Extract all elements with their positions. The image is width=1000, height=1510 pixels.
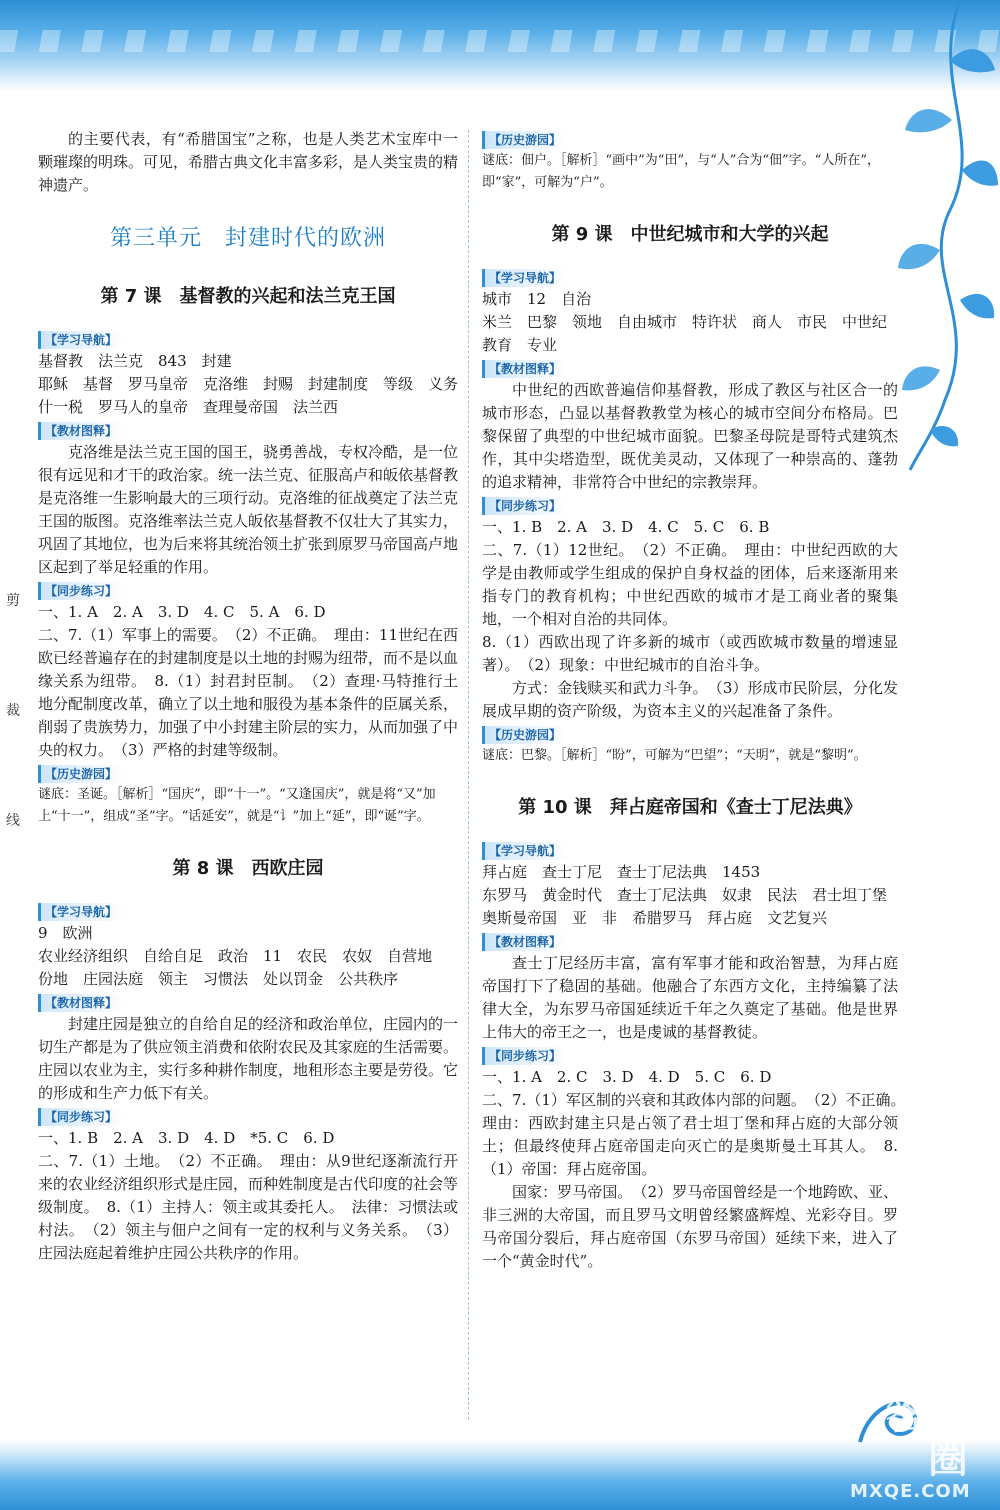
guide-line: 城市 12 自治 <box>482 290 592 308</box>
watermark-logo: 答案圈 MXQE.COM <box>850 1392 971 1502</box>
riddle-answer: 谜底：佃户。［解析］“画中”为“田”，与“人”合为“佃”字。“人所在”，即“家”，可解为“户”。 <box>482 153 880 190</box>
right-column <box>482 128 914 1273</box>
section-heading-practice: 【同步练习】 <box>482 1047 569 1065</box>
section-heading-practice: 【同步练习】 <box>38 582 125 600</box>
answer-line: 一、1. B 2. A 3. D 4. D *5. C 6. D <box>38 1129 335 1147</box>
section-heading-practice: 【同步练习】 <box>482 497 569 515</box>
explain-paragraph: 克洛维是法兰克王国的国王，骁勇善战，专权冷酷，是一位很有远见和才干的政治家。统一法兰克、征服高卢和皈依基督教是克洛维一生影响最大的三项行动。克洛维的征战奠定了法兰克王国的版图。克洛维率法兰克人皈依基督教不仅壮大了其实力，巩固了其地位，也为后来将其统治领土扩张到原罗马帝国高卢地区起到了举足轻重的作用。 <box>38 443 459 576</box>
lesson-title: 第 8 课 西欧庄园 <box>172 858 324 879</box>
explain-paragraph: 封建庄园是独立的自给自足的经济和政治单位，庄园内的一切生产都是为了供应领主消费和依附农民及其家庭的生活需要。庄园以农业为主，实行多种耕作制度，地租形态主要是劳役。它的形成和生产力低下有关。 <box>38 1015 459 1102</box>
answer-line: 二、7.（1）军区制的兴衰和其政体内部的问题。 （2）不正确。 理由：西欧封建主只是占领了君士坦丁堡和拜占庭的大部分领土；但最终使拜占庭帝国走向灭亡的是奥斯曼土耳其人。 8.（1）帝国：拜占庭帝国。 <box>482 1091 914 1178</box>
section-heading-history: 【历史游园】 <box>482 131 569 149</box>
answer-line: 一、1. B 2. A 3. D 4. C 5. C 6. B <box>482 518 770 536</box>
lesson-title: 第 9 课 中世纪城市和大学的兴起 <box>551 224 829 245</box>
vine-icon <box>890 0 1000 480</box>
answer-line: 8.（1）西欧出现了许多新的城市（或西欧城市数量的增速显著）。 （2）现象：中世纪城市的自治斗争。 <box>482 633 898 674</box>
answer-line: 二、7.（1）12世纪。 （2）不正确。 理由：中世纪西欧的大学是由教师或学生组成的保护自身权益的团体，后来逐渐用来指专门的教育机构；中世纪西欧的城市才是工商业者的聚集地，一个相对自治的共同体。 <box>482 541 898 628</box>
guide-line: 农业经济组织 自给自足 政治 11 农民 农奴 自营地 份地 庄园法庭 领主 习惯法 处以罚金 公共秩序 <box>38 947 448 988</box>
intro-paragraph: 的主要代表，有“希腊国宝”之称，也是人类艺术宝库中一颗璀璨的明珠。可见，希腊古典文化丰富多彩，是人类宝贵的精神遗产。 <box>38 130 459 194</box>
answer-line: 方式：金钱赎买和武力斗争。 （3）形成市民阶层，分化发展成早期的资产阶级，为资本主义的兴起准备了条件。 <box>482 679 898 720</box>
guide-line: 基督教 法兰克 843 封建 <box>38 352 232 370</box>
answer-line: 二、7.（1）土地。 （2）不正确。 理由：从9世纪逐渐流行开来的农业经济组织形式是庄园，而种姓制度是古代印度的社会等级制度。 8.（1）主持人：领主或其委托人。 法律：习惯法或村法。 （2）领主与佃户之间有一定的权利与义务关系。 （3）庄园法庭起着维护庄园公共秩序的作用。 <box>38 1152 459 1262</box>
answer-line: 二、7.（1）军事上的需要。 （2）不正确。 理由：11世纪在西欧已经普遍存在的封建制度是以土地的封赐为纽带，而不是以血缘关系为纽带。 8.（1）封君封臣制。 （2）查理·马特推行土地分配制度改革，确立了以土地和服役为基本条件的臣属关系，削弱了贵族势力，加强了中小封建主阶层的实力，从而加强了中央的权力。 （3）严格的封建等级制。 <box>38 626 459 759</box>
cut-mark: 线 <box>6 813 20 829</box>
cut-mark: 裁 <box>6 703 20 719</box>
section-heading-guide: 【学习导航】 <box>482 842 569 860</box>
section-heading-guide: 【学习导航】 <box>482 269 569 287</box>
section-heading-history: 【历史游园】 <box>38 765 125 783</box>
cut-mark: 剪 <box>6 593 20 609</box>
section-heading-guide: 【学习导航】 <box>38 331 125 349</box>
lesson-7 <box>38 282 474 828</box>
left-column <box>38 128 474 1265</box>
section-heading-practice: 【同步练习】 <box>38 1108 125 1126</box>
section-heading-guide: 【学习导航】 <box>38 903 125 921</box>
column-divider <box>468 130 469 1420</box>
explain-paragraph: 中世纪的西欧普遍信仰基督教，形成了教区与社区合一的城市形态，凸显以基督教教堂为核心的城市空间分布格局。巴黎保留了典型的中世纪城市面貌。巴黎圣母院是哥特式建筑杰作，其中尖塔造型，既优美灵动，又体现了一种崇高的、蓬勃的追求精神，非常符合中世纪的宗教崇拜。 <box>482 381 898 491</box>
lesson-title: 第 7 课 基督教的兴起和法兰克王国 <box>100 286 396 307</box>
lesson-8 <box>38 854 458 1265</box>
guide-line: 米兰 巴黎 领地 自由城市 特许状 商人 市民 中世纪教育 专业 <box>482 313 888 354</box>
guide-line: 耶稣 基督 罗马皇帝 克洛维 封赐 封建制度 等级 义务 什一税 罗马人的皇帝 查理曼帝国 法兰西 <box>38 375 474 416</box>
section-heading-explain: 【教材图释】 <box>38 994 125 1012</box>
lesson-10 <box>482 793 914 1273</box>
riddle-answer: 谜底：圣诞。［解析］“国庆”，即“十一”。“又逢国庆”，就是将“又”加上“十一”，组成“圣”字。“话延安”，就是“讠”加上“延”，即“诞”字。 <box>38 787 436 824</box>
riddle-answer: 谜底：巴黎。［解析］“盼”，可解为“巴望”；“天明”，就是“黎明”。 <box>482 748 867 763</box>
section-heading-explain: 【教材图释】 <box>482 933 569 951</box>
guide-line: 东罗马 黄金时代 查士丁尼法典 奴隶 民法 君士坦丁堡 奥斯曼帝国 亚 非 希腊罗马 拜占庭 文艺复兴 <box>482 886 903 927</box>
guide-line: 9 欧洲 <box>38 924 93 942</box>
top-decorative-band <box>0 0 1000 92</box>
lesson-9 <box>482 220 898 767</box>
lesson-title: 第 10 课 拜占庭帝国和《查士丁尼法典》 <box>518 797 862 818</box>
section-heading-explain: 【教材图释】 <box>482 360 569 378</box>
answer-line: 一、1. A 2. A 3. D 4. C 5. A 6. D <box>38 603 326 621</box>
answer-line: 一、1. A 2. C 3. D 4. D 5. C 6. D <box>482 1068 772 1086</box>
answer-line: 国家：罗马帝国。 （2）罗马帝国曾经是一个地跨欧、亚、非三洲的大帝国，而且罗马文明曾经繁盛辉煌、光彩夺目。罗马帝国分裂后，拜占庭帝国（东罗马帝国）延续下来，进入了一个“黄金时代”。 <box>482 1183 898 1270</box>
section-heading-history: 【历史游园】 <box>482 726 569 744</box>
unit-title: 第三单元 封建时代的欧洲 <box>109 226 386 251</box>
section-heading-explain: 【教材图释】 <box>38 422 125 440</box>
explain-paragraph: 查士丁尼经历丰富，富有军事才能和政治智慧，为拜占庭帝国打下了稳固的基础。他融合了东西方文化，主持编纂了法律大全，为东罗马帝国延续近千年之久奠定了基础。他是世界上伟大的帝王之一，也是虔诚的基督教徒。 <box>482 954 898 1041</box>
guide-line: 拜占庭 查士丁尼 查士丁尼法典 1453 <box>482 863 761 881</box>
